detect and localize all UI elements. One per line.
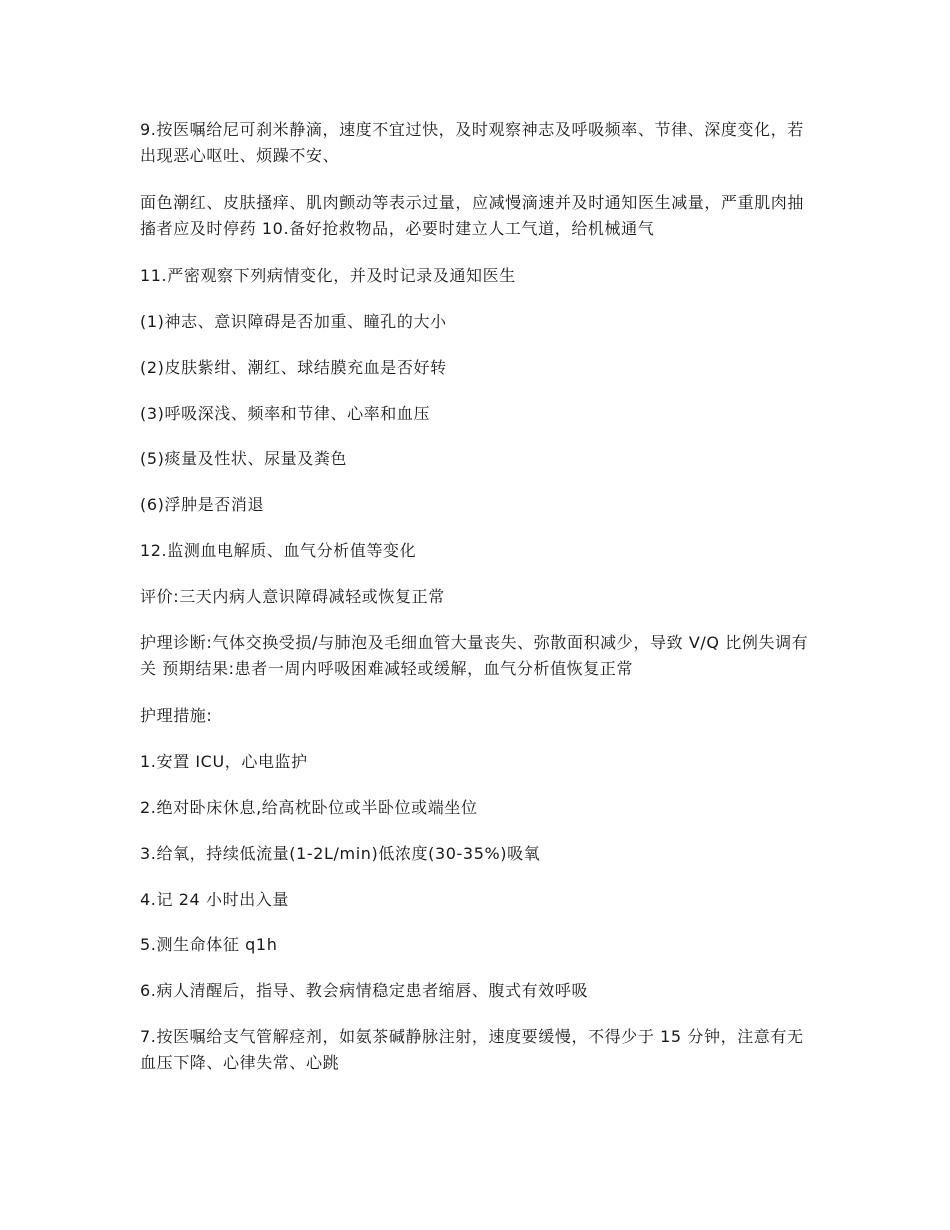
paragraph-evaluation: 评价:三天内病人意识障碍减轻或恢复正常 xyxy=(140,587,445,606)
paragraph-item-12: 12.监测血电解质、血气分析值等变化 xyxy=(140,541,417,560)
paragraph-observe-6: (6)浮肿是否消退 xyxy=(140,495,265,514)
paragraph-overdose-signs: 面色潮红、皮肤搔痒、肌肉颤动等表示过量，应减慢滴速并及时通知医生减量，严重肌肉抽搐者应及时停药 10.备好抢救物品，必要时建立人工气道，给机械通气 xyxy=(140,193,805,238)
paragraph-observe-5: (5)痰量及性状、尿量及粪色 xyxy=(140,449,348,468)
paragraph-nursing-measures-heading: 护理措施: xyxy=(140,706,213,725)
paragraph-observe-3: (3)呼吸深浅、频率和节律、心率和血压 xyxy=(140,404,431,423)
paragraph-item-11: 11.严密观察下列病情变化，并及时记录及通知医生 xyxy=(140,266,516,285)
paragraph-measure-7: 7.按医嘱给支气管解痉剂，如氨茶碱静脉注射，速度要缓慢，不得少于 15 分钟，注意有无血压下降、心律失常、心跳 xyxy=(140,1027,804,1072)
paragraph-measure-4: 4.记 24 小时出入量 xyxy=(140,890,289,909)
paragraph-measure-2: 2.绝对卧床休息,给高枕卧位或半卧位或端坐位 xyxy=(140,798,478,817)
paragraph-nursing-diagnosis: 护理诊断:气体交换受损/与肺泡及毛细血管大量丧失、弥散面积减少，导致 V/Q 比例失调有关 预期结果:患者一周内呼吸困难减轻或缓解，血气分析值恢复正常 xyxy=(140,633,809,678)
paragraph-measure-3: 3.给氧，持续低流量(1-2L/min)低浓度(30-35%)吸氧 xyxy=(140,844,541,863)
paragraph-measure-5: 5.测生命体征 q1h xyxy=(140,935,278,954)
paragraph-observe-1: (1)神志、意识障碍是否加重、瞳孔的大小 xyxy=(140,312,447,331)
paragraph-item-9: 9.按医嘱给尼可刹米静滴，速度不宜过快，及时观察神志及呼吸频率、节律、深度变化，若出现恶心呕吐、烦躁不安、 xyxy=(140,120,804,165)
paragraph-observe-2: (2)皮肤紫绀、潮红、球结膜充血是否好转 xyxy=(140,358,447,377)
paragraph-measure-1: 1.安置 ICU，心电监护 xyxy=(140,752,308,771)
paragraph-measure-6: 6.病人清醒后，指导、教会病情稳定患者缩唇、腹式有效呼吸 xyxy=(140,981,589,1000)
